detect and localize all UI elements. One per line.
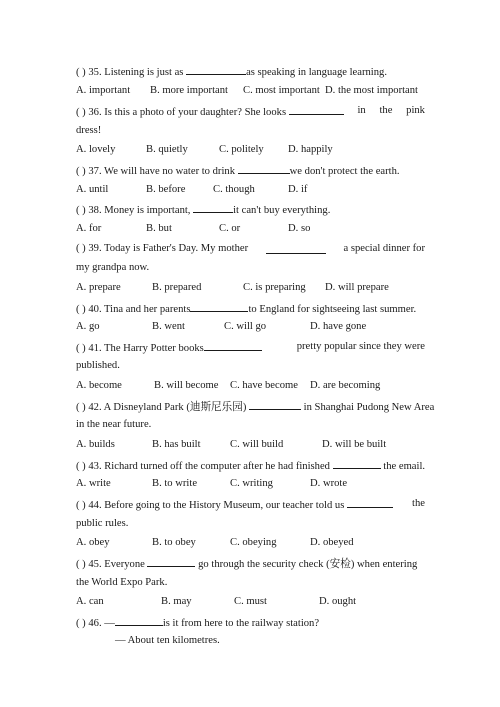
question-36 [76,104,425,119]
option-c: C. is preparing [243,282,306,293]
option-a: A. go [76,321,100,332]
question-42-text-end: in Shanghai Pudong New Area [301,402,435,413]
question-39-text: ( ) 39. Today is Father's Day. My mother [76,243,249,254]
option-d: D. ought [319,596,357,607]
question-41 [76,340,425,355]
question-43-text: ( ) 43. Richard turned off the computer after he had finished [76,461,333,472]
option-b: B. may [161,596,192,607]
question-41-text: ( ) 41. The Harry Potter books [76,343,204,354]
question-38 [76,202,425,217]
question-39-continuation: my grandpa now. [76,262,150,273]
question-46 [76,615,425,630]
option-d: D. will be built [322,439,387,450]
answer-blank [204,340,262,351]
option-a: A. lovely [76,144,116,155]
option-c: C. or [219,223,241,234]
option-b: B. before [146,184,186,195]
question-39 [76,242,425,255]
option-c: C. though [213,184,255,195]
option-a: A. write [76,478,111,489]
option-c: C. have become [230,380,298,391]
option-b: B. to obey [152,537,196,548]
question-44 [76,497,425,512]
question-38-text-end: it can't buy everything. [233,205,331,216]
option-c: C. most important [243,85,320,96]
question-36-word: the [379,105,393,116]
question-35-text: ( ) 35. Listening is just as [76,67,187,78]
option-d: D. obeyed [310,537,354,548]
option-a: A. important [76,85,131,96]
question-44-text: ( ) 44. Before going to the History Museum, our teacher told us [76,500,347,511]
answer-blank [266,243,326,254]
option-d: D. if [288,184,308,195]
option-c: C. will build [230,439,284,450]
option-b: B. quietly [146,144,188,155]
option-d: D. have gone [310,321,367,332]
question-40-text: ( ) 40. Tina and her parents [76,304,191,315]
option-a: A. obey [76,537,110,548]
question-37-text: ( ) 37. We will have no water to drink [76,166,238,177]
option-a: A. can [76,596,104,607]
question-38-text: ( ) 38. Money is important, [76,205,194,216]
option-c: C. obeying [230,537,277,548]
question-35-text-end: as speaking in language learning. [246,67,387,78]
answer-blank [115,615,163,626]
question-41-text-end: pretty popular since they were [296,341,425,352]
question-36-continuation: dress! [76,125,102,136]
answer-blank [333,458,381,469]
option-b: B. went [152,321,185,332]
question-46-text-end: is it from here to the railway station? [162,618,320,629]
answer-blank [190,301,248,312]
answer-blank [347,497,393,508]
option-d: D. happily [288,144,333,155]
question-36-word: pink [406,105,425,116]
answer-blank [289,104,344,115]
answer-blank [193,202,233,213]
option-a: A. until [76,184,109,195]
option-b: B. but [146,223,172,234]
answer-blank [186,64,246,75]
answer-blank [249,399,301,410]
question-40 [76,301,425,316]
option-b: B. has built [152,439,201,450]
option-d: D. the most important [325,85,418,96]
question-42-continuation: in the near future. [76,419,152,430]
question-41-continuation: published. [76,360,120,371]
option-c: C. must [234,596,267,607]
question-36-word: in [357,105,366,116]
question-40-text-end: to England for sightseeing last summer. [248,304,417,315]
option-c: C. politely [219,144,264,155]
question-36-text: ( ) 36. Is this a photo of your daughter? She looks [76,107,289,118]
question-35 [76,64,425,79]
option-b: B. more important [150,85,228,96]
question-45-continuation: the World Expo Park. [76,577,168,588]
question-46-reply: — About ten kilometres. [115,635,220,646]
question-43 [76,458,425,473]
option-d: D. are becoming [310,380,381,391]
question-42-text: ( ) 42. A Disneyland Park (迪斯尼乐园) [76,402,250,413]
option-a: A. for [76,223,102,234]
option-a: A. become [76,380,122,391]
question-45-text-end: go through the security check (安检) when entering [195,559,418,570]
question-42 [76,399,435,414]
question-45 [76,556,425,571]
question-37-text-end: we don't protect the earth. [289,166,400,177]
question-39-text-end: a special dinner for [343,243,425,254]
option-d: D. so [288,223,311,234]
question-43-text-end: the email. [380,461,426,472]
option-b: B. prepared [152,282,202,293]
question-37 [76,163,425,178]
option-d: D. wrote [310,478,348,489]
option-c: C. writing [230,478,273,489]
question-46-text: ( ) 46. — [76,618,115,629]
option-b: B. will become [154,380,219,391]
option-c: C. will go [224,321,267,332]
option-d: D. will prepare [325,282,389,293]
option-a: A. prepare [76,282,121,293]
question-44-text-end: the [412,498,425,509]
option-b: B. to write [152,478,198,489]
question-44-continuation: public rules. [76,518,129,529]
option-a: A. builds [76,439,115,450]
answer-blank [238,163,290,174]
question-45-text: ( ) 45. Everyone [76,559,148,570]
answer-blank [147,556,195,567]
